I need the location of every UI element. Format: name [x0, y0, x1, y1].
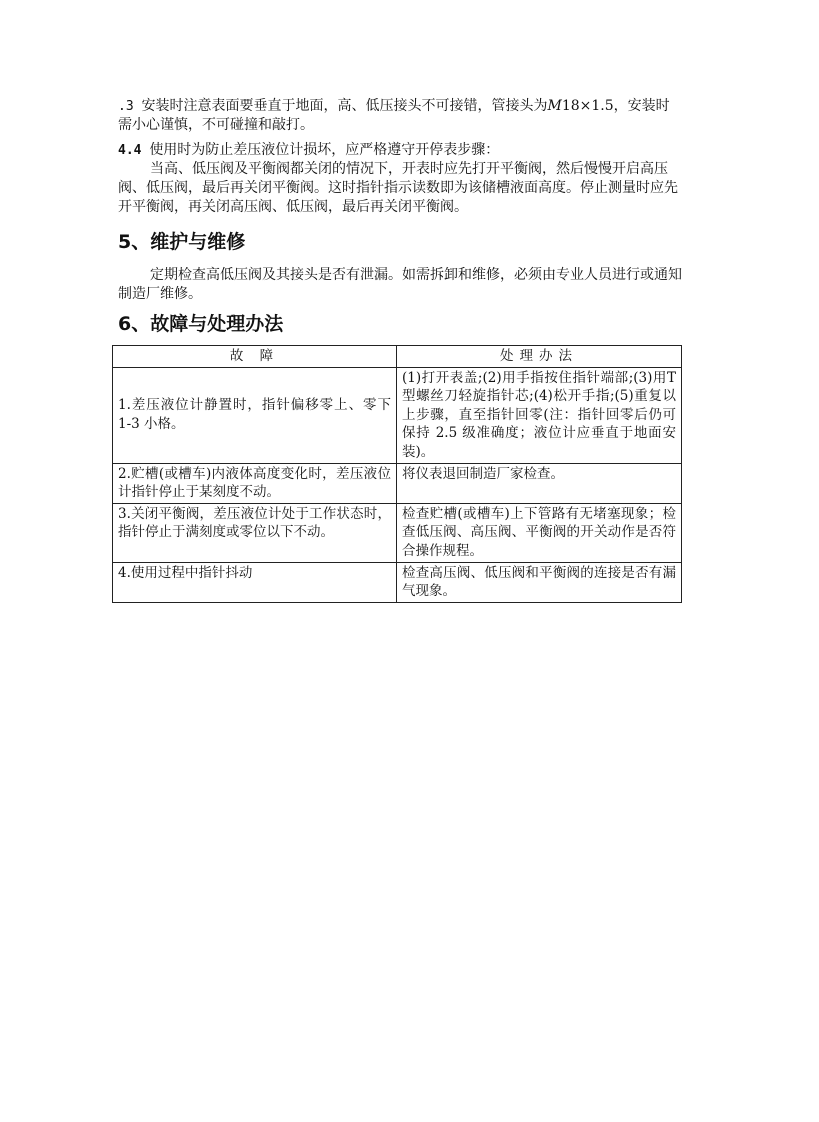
fault-cell: 3.关闭平衡阀，差压液位计处于工作状态时，指针停止于满刻度或零位以下不动。	[113, 503, 397, 562]
thread-m-symbol: M	[547, 98, 562, 114]
solution-cell: 检查高压阀、低压阀和平衡阀的连接是否有漏气现象。	[397, 562, 682, 602]
procedure-paragraph: 当高、低压阀及平衡阀都关闭的情况下，开表时应先打开平衡阀，然后慢慢开启高压阀、低压阀，最后再关闭平衡阀。这时指针指示读数即为该储槽液面高度。停止测量时应先开平衡阀，再关闭高压阀、低压阀，最后再关闭平衡阀。	[118, 161, 678, 215]
thread-size: 18×1.5	[561, 98, 614, 114]
column-header-fault: 故 障	[113, 346, 397, 368]
fault-cell: 2.贮槽(或槽车)内液体高度变化时，差压液位计指针停止于某刻度不动。	[113, 463, 397, 503]
column-header-solution: 处理办法	[397, 346, 682, 368]
table-header-row	[113, 346, 682, 368]
table-row	[113, 367, 682, 463]
table-row	[113, 463, 682, 503]
usage-note-paragraph	[118, 141, 683, 160]
table-row	[113, 503, 682, 562]
item-number: .3	[118, 99, 142, 114]
table-row	[113, 562, 682, 602]
fault-cell: 1.差压液位计静置时，指针偏移零上、零下 1-3 小格。	[113, 367, 397, 463]
solution-cell: (1)打开表盖;(2)用手指按住指针端部;(3)用T型螺丝刀轻旋指针芯;(4)松开手指;(5)重复以上步骤，直至指针回零(注：指针回零后仍可保持 2.5 级准确度；液位计应垂直于地面安装)。	[397, 367, 682, 463]
install-note-text-b: ，安装时需小心谨慎，不可碰撞和敲打。	[118, 98, 670, 133]
solution-cell: 检查贮槽(或槽车)上下管路有无堵塞现象；检查低压阀、高压阀、平衡阀的开关动作是否符合操作规程。	[397, 503, 682, 562]
maintenance-paragraph: 定期检查高低压阀及其接头是否有泄漏。如需拆卸和维修，必须由专业人员进行或通知制造厂维修。	[118, 267, 682, 302]
section-heading-troubleshooting: 6、故障与处理办法	[118, 313, 284, 335]
fault-table	[112, 345, 682, 603]
item-number: 4.4	[118, 143, 150, 158]
install-note-text-a: 安装时注意表面要垂直于地面，高、低压接头不可接错，管接头为	[141, 98, 548, 114]
install-note-paragraph	[118, 97, 683, 135]
section-heading-maintenance: 5、维护与维修	[118, 231, 246, 253]
solution-cell: 将仪表退回制造厂家检查。	[397, 463, 682, 503]
fault-cell: 4.使用过程中指针抖动	[113, 562, 397, 602]
usage-note-text: 使用时为防止差压液位计损坏，应严格遵守开停表步骤：	[149, 142, 500, 158]
